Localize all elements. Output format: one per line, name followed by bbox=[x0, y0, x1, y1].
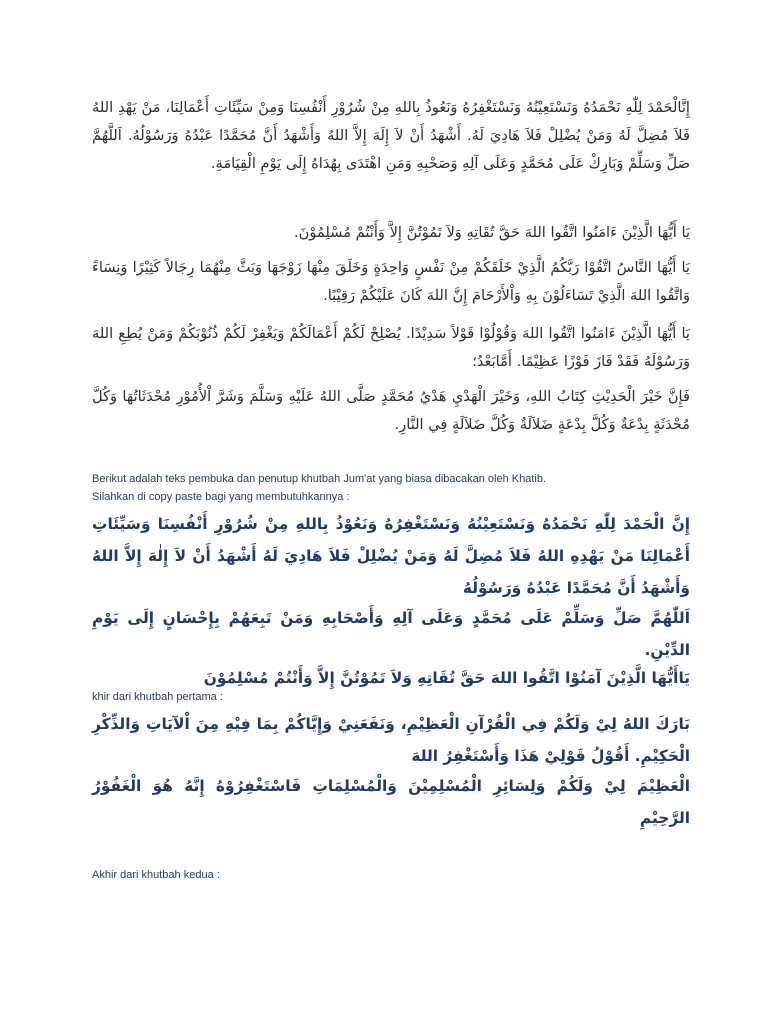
arabic-verse-al-ahzab-paragraph: يَا أَيُّهَا الَّذِيْنَ ءَامَنُوا اتَّقُوا اللهَ وَقُوْلُوْا قَوْلاً سَدِيْدًا. يُصْلِحْ لَكُمْ أَعْمَالَكُمْ وَيَغْفِرْ لَكُمْ ذُنُوْبَكُمْ وَمَنْ يُطِعِ اللهَ وَرَسُوْلَهُ فَقَدْ فَازَ فَوْزًا عَظِيْمًا. أَمَّابَعْدُ؛ bbox=[92, 325, 690, 370]
arabic-khutbah-opening-praise: إِنَّ الْحَمْدَ لِلّٰهِ نَحْمَدُهُ وَنَسْتَعِيْنُهُ وَنَسْتَغْفِرُهُ وَنَعُوْذُ بِاللهِ مِنْ شُرُوْرِ أَنْفُسِنَا وَسَيِّئَاتِ أَعْمَالِنَا مَنْ يَهْدِهِ اللهُ فَلاَ مُضِلَّ لَهُ وَمَنْ يُضْلِلْ فَلاَ هَادِيَ لَهُ أَشْهَدُ أَنْ لاَ إِلٰهَ إِلاَّ اللهُ وَأَشْهَدُ أَنَّ مُحَمَّدًا عَبْدُهُ وَرَسُوْلُهُ bbox=[92, 515, 690, 597]
arabic-opening-praise-paragraph: إِنَّالْحَمْدَ لِلّٰهِ نَحْمَدُهُ وَنَسْتَعِيْنُهُ وَنَسْتَغْفِرُهُ وَنَعُوذُ بِاللهِ مِنْ شُرُوْرِ أَنْفُسِنَا وَمِنْ سَيِّئَاتِ أَعْمَالِنَا، مَنْ يَهْدِ اللهُ فَلاَ مُضِلَّ لَهُ وَمَنْ يُضْلِلْ فَلاَ هَادِيَ لَهُ. أَشْهَدُ أَنْ لاَ إِلَهَ إِلاَّ اللهُ وَأَشْهَدُ أَنَّ مُحَمَّدًا عَبْدُهُ وَرَسُوْلُهُ. اَللَّهُمَّ صَلِّ وَسَلِّمْ وَبَارِكْ عَلَى مُحَمَّدٍ وَعَلَى آلِهِ وَصَحْبِهِ وَمَنِ اهْتَدَى بِهُدَاهُ إِلَى يَوْمِ الْقِيَامَةِ. bbox=[92, 99, 690, 172]
arabic-verse-an-nisa-paragraph: يَا أَيُّهَا النَّاسُ اتَّقُوْا رَبَّكُمُ الَّذِيْ خَلَقَكُمْ مِنْ نَفْسٍ وَاحِدَةٍ وَخَلَقَ مِنْهَا زَوْجَهَا وَبَثَّ مِنْهُمَا رِجَالاً كَثِيْرًا وَنِسَاءً وَاتَّقُوا اللهَ الَّذِيْ تَسَاءَلُوْنَ بِهِ وَاْلأَرْحَامَ إِنَّ اللهَ كَانَ عَلَيْكُمْ رَقِيْبًا. bbox=[92, 259, 690, 304]
arabic-amma-badu-paragraph: فَإِنَّ خَيْرَ الْحَدِيْثِ كِتَابُ اللهِ، وَخَيْرَ الْهَدْيِ هَدْيُ مُحَمَّدٍ صَلَّى اللهُ عَلَيْهِ وَسَلَّمَ وَشَرَّ اْلأُمُوْرِ مُحْدَثَاتُهَا وَكُلَّ مُحْدَثَةٍ بِدْعَةٌ وَكُلَّ بِدْعَةٍ ضَلاَلَةٌ وَكُلَّ ضَلاَلَةٍ فِي النَّارِ. bbox=[92, 388, 690, 433]
arabic-khutbah-opening-verse: يَاأَيُّهَا الَّذِيْنَ آمَنُوْا اتَّقُوا اللهَ حَقَّ تُقَاتِهِ وَلاَ تَمُوْتُنَّ إِلاَّ وَأَنْتُمْ مُسْلِمُوْنَ bbox=[203, 669, 690, 687]
arabic-khutbah-closing-barakallah: بَارَكَ اللهُ لِيْ وَلَكُمْ فِي الْقُرْآنِ الْعَظِيْمِ، وَنَفَعَنِيْ وَإِيَّاكُمْ بِمَا فِيْهِ مِنَ اْلآيَاتِ وَالذِّكْرِ الْحَكِيْمِ. أَقُوْلُ قَوْلِيْ هَذَا وَأَسْتَغْفِرُ اللهَ bbox=[92, 715, 690, 765]
arabic-verse-ali-imran-paragraph: يَا أَيُّهَا الَّذِيْنَ ءَامَنُوا اتَّقُوا اللهَ حَقَّ تُقَاتِهِ وَلاَ تَمُوْتُنَّ إِلاَّ وَأَنْتُمْ مُسْلِمُوْنَ. bbox=[294, 224, 690, 241]
intro-line-2: Silahkan di copy paste bagi yang membutuhkannya : bbox=[92, 491, 350, 503]
arabic-khutbah-closing-istighfar: الْعَظِيْمَ لِيْ وَلَكُمْ وَلِسَائِرِ الْمُسْلِمِيْنَ وَالْمُسْلِمَاتِ فَاسْتَغْفِرُوْهُ إِنَّهُ هُوَ الْغَفُوْرُ الرَّحِيْمِ bbox=[92, 777, 690, 827]
arabic-khutbah-opening-salawat: اَللّٰهُمَّ صَلِّ وَسَلِّمْ عَلَى مُحَمَّدٍ وَعَلَى آلِهِ وَأَصْحَابِهِ وَمَنْ تَبِعَهُمْ بِإِحْسَانٍ إِلَى يَوْمِ الدِّيْنِ. bbox=[92, 609, 690, 659]
intro-line-1: Berikut adalah teks pembuka dan penutup khutbah Jum'at yang biasa dibacakan oleh Khatib. bbox=[92, 473, 547, 485]
label-end-of-first-khutbah: khir dari khutbah pertama : bbox=[92, 691, 223, 703]
label-end-of-second-khutbah: Akhir dari khutbah kedua : bbox=[92, 869, 220, 881]
